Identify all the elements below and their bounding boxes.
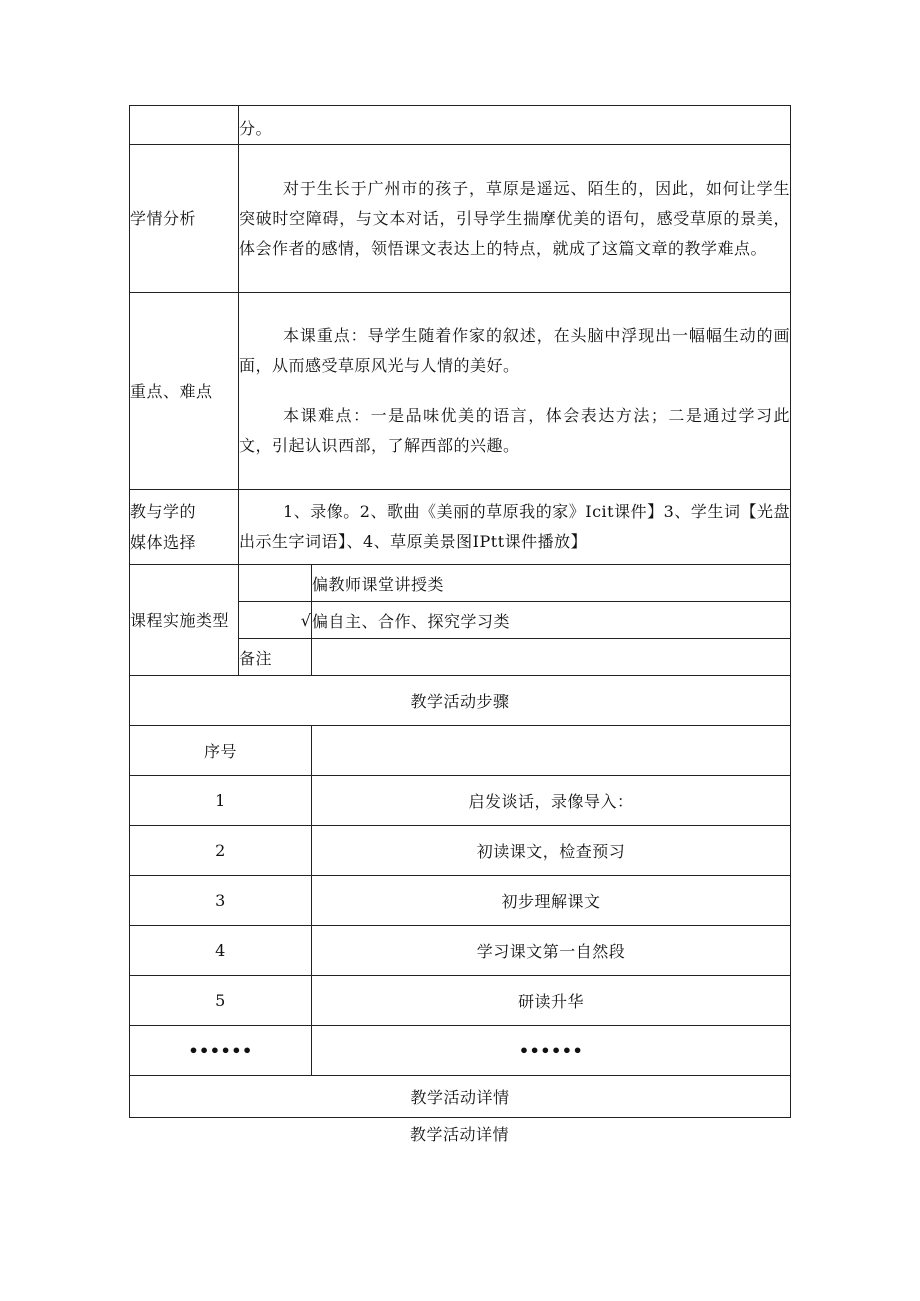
- step-row: [130, 876, 791, 926]
- course-type-label: 课程实施类型: [130, 565, 239, 676]
- remark-label: 备注: [239, 639, 312, 676]
- step-row: [130, 776, 791, 826]
- step-content: 初读课文，检查预习: [312, 826, 791, 876]
- column-content-header: [312, 726, 791, 776]
- steps-header-row: [130, 676, 791, 726]
- media-text: 1、录像。2、歌曲《美丽的草原我的家》Icit课件】3、学生词【光盘出示生字词语】、4、草原美景图IPtt课件播放】: [239, 502, 791, 551]
- footer-caption: 教学活动详情: [409, 1125, 509, 1144]
- remark-value: [312, 639, 791, 676]
- media-row: [130, 490, 791, 565]
- column-no-header: [130, 726, 312, 776]
- step-content: 启发谈话，录像导入：: [312, 776, 791, 826]
- continuation-text: 分。: [239, 106, 791, 145]
- continuation-label-cell: [130, 106, 239, 145]
- situation-row: [130, 145, 791, 293]
- step-number: 1: [130, 776, 312, 826]
- focus-text: 本课重点：导学生随着作家的叙述，在头脑中浮现出一幅幅生动的画面，从而感受草原风光与人情的美好。: [239, 326, 791, 375]
- step-content: 学习课文第一自然段: [312, 926, 791, 976]
- media-cell: [239, 490, 791, 565]
- step-number: 2: [130, 826, 312, 876]
- step-content-ellipsis: ••••••: [312, 1026, 791, 1076]
- continuation-row: [130, 106, 791, 145]
- difficulty-text: 本课难点：一是品味优美的语言，体会表达方法；二是通过学习此文，引起认识西部，了解西部的兴趣。: [239, 406, 791, 455]
- step-row: [130, 826, 791, 876]
- step-number: 5: [130, 976, 312, 1026]
- details-header: 教学活动详情: [130, 1076, 791, 1118]
- option2-check: √: [239, 602, 312, 639]
- option1-label: 偏教师课堂讲授类: [312, 565, 791, 602]
- option2-label: 偏自主、合作、探究学习类: [312, 602, 791, 639]
- step-number: 3: [130, 876, 312, 926]
- steps-header: 教学活动步骤: [130, 676, 791, 726]
- situation-text: 对于生长于广州市的孩子，草原是遥远、陌生的，因此，如何让学生突破时空障碍，与文本对话，引导学生揣摩优美的语句，感受草原的景美，体会作者的感情，领悟课文表达上的特点，就成了这篇文章的教学难点。: [239, 178, 791, 258]
- key-points-label: 重点、难点: [130, 293, 239, 490]
- details-header-row: [130, 1076, 791, 1118]
- step-content: 研读升华: [312, 976, 791, 1026]
- key-points-row: [130, 293, 791, 490]
- media-label: [130, 490, 239, 565]
- step-row: [130, 976, 791, 1026]
- key-points-cell: [239, 293, 791, 490]
- media-label-line2: 媒体选择: [130, 533, 197, 552]
- situation-cell: [239, 145, 791, 293]
- situation-label: 学情分析: [130, 145, 239, 293]
- column-no-text: 序号: [203, 742, 237, 761]
- step-number: 4: [130, 926, 312, 976]
- step-row-ellipsis: [130, 1026, 791, 1076]
- media-label-line1: 教与学的: [130, 502, 197, 521]
- course-type-row-1: [130, 565, 791, 602]
- lesson-plan-table: [129, 105, 791, 1118]
- step-number-ellipsis: ••••••: [130, 1026, 312, 1076]
- steps-column-row: [130, 726, 791, 776]
- option1-check: [239, 565, 312, 602]
- step-row: [130, 926, 791, 976]
- step-content: 初步理解课文: [312, 876, 791, 926]
